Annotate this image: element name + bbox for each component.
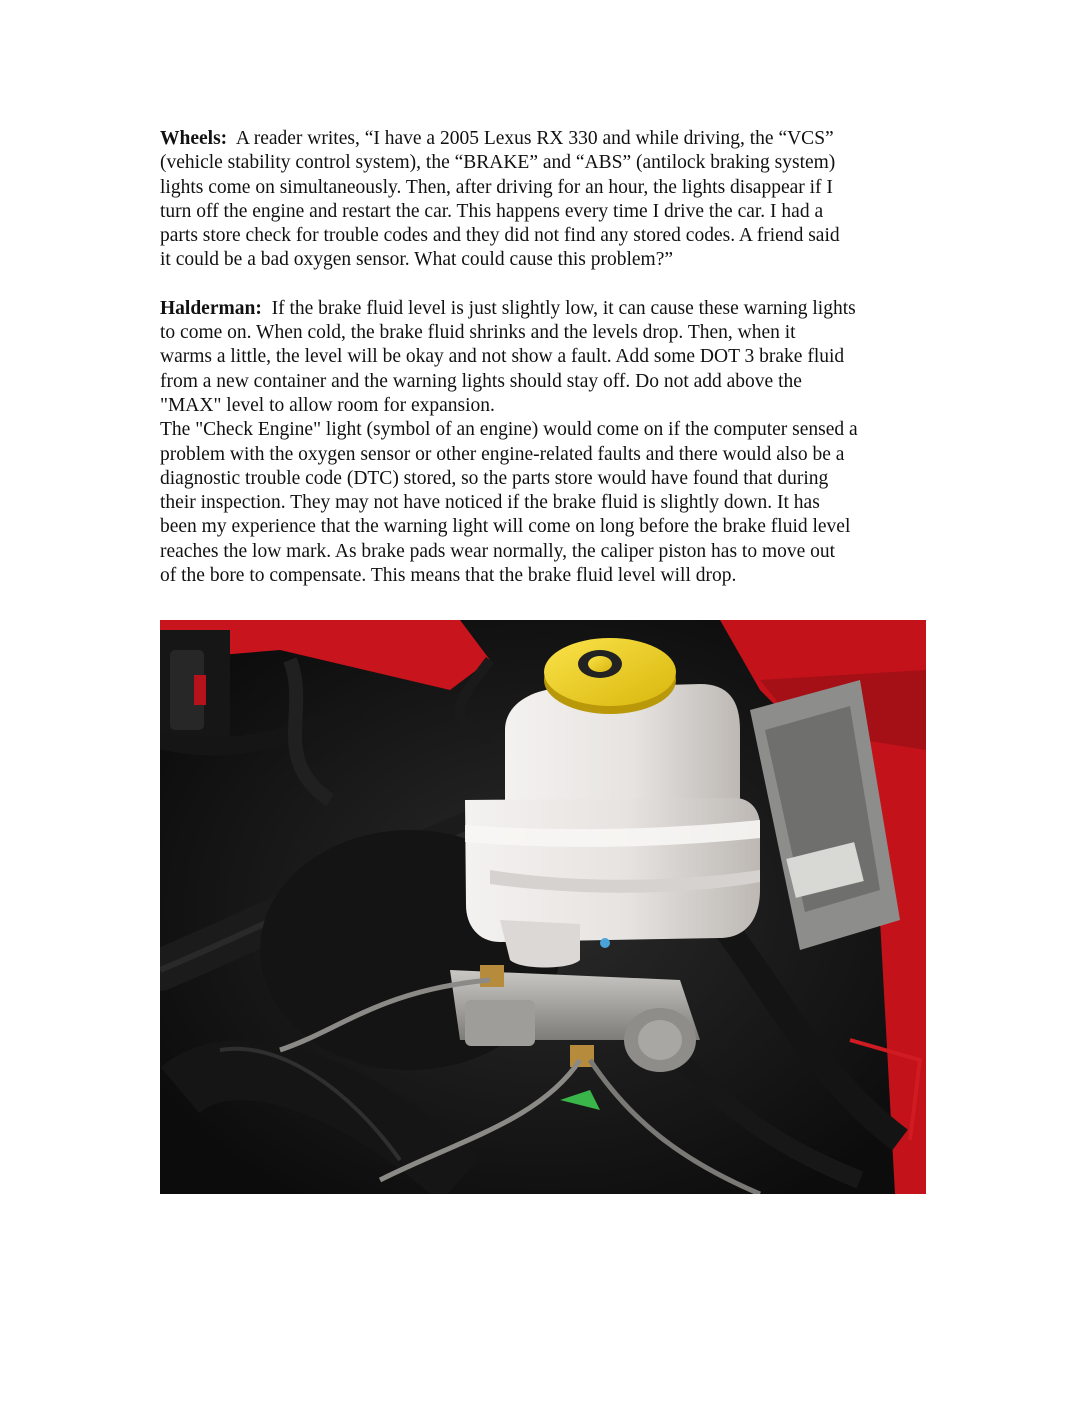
answer-line: to come on. When cold, the brake fluid shrinks and the levels drop. Then, when it: [160, 322, 796, 344]
brake-reservoir-photo: [160, 620, 926, 1194]
question-line: parts store check for trouble codes and they did not find any stored codes. A friend said: [160, 225, 840, 247]
followup-line: diagnostic trouble code (DTC) stored, so the parts store would have found that during: [160, 467, 829, 489]
followup-line: been my experience that the warning light will come on long before the brake fluid level: [160, 516, 851, 538]
question-line: lights come on simultaneously. Then, after driving for an hour, the lights disappear if I: [160, 176, 833, 198]
answer-line: from a new container and the warning lights should stay off. Do not add above the: [160, 370, 802, 392]
followup-line: their inspection. They may not have noticed if the brake fluid is slightly down. It has: [160, 492, 820, 514]
followup-line: reaches the low mark. As brake pads wear normally, the caliper piston has to move out: [160, 540, 836, 562]
followup-line: of the bore to compensate. This means that the brake fluid level will drop.: [160, 565, 737, 587]
question-line: it could be a bad oxygen sensor. What could cause this problem?”: [160, 249, 673, 271]
paragraph-gap: [160, 273, 940, 297]
answer-line: "MAX" level to allow room for expansion.: [160, 394, 495, 416]
answer-line-text: If the brake fluid level is just slightly low, it can cause these warning lights: [271, 297, 856, 319]
cap-symbol-inner: [588, 656, 612, 672]
answer-line: [160, 297, 940, 321]
article-text: [160, 127, 940, 588]
question-paragraph: [160, 127, 940, 273]
answer-paragraph: [160, 297, 940, 418]
question-line: [160, 127, 940, 151]
connector-lock: [194, 675, 206, 705]
followup-paragraph: [160, 418, 940, 588]
reservoir-body: [465, 798, 760, 942]
master-cylinder-cap-end: [638, 1020, 682, 1060]
answer-lead: Halderman:: [160, 297, 262, 319]
answer-line: warms a little, the level will be okay and not show a fault. Add some DOT 3 brake fluid: [160, 346, 845, 368]
question-line-text: A reader writes, “I have a 2005 Lexus RX 330 and while driving, the “VCS”: [235, 128, 834, 149]
engine-bay-illustration: [160, 620, 926, 1194]
question-lead: Wheels:: [160, 128, 228, 149]
question-line: turn off the engine and restart the car. This happens every time I drive the car. I had a: [160, 200, 824, 222]
reservoir-fluid-mark: [600, 938, 610, 948]
followup-line: The "Check Engine" light (symbol of an engine) would come on if the computer sensed a: [160, 419, 858, 441]
reservoir-neck: [500, 920, 580, 968]
brass-fitting: [480, 965, 504, 987]
master-cylinder-port: [465, 1000, 535, 1046]
question-line: (vehicle stability control system), the “BRAKE” and “ABS” (antilock braking system): [160, 152, 836, 174]
followup-line: problem with the oxygen sensor or other engine-related faults and there would also be a: [160, 443, 845, 465]
